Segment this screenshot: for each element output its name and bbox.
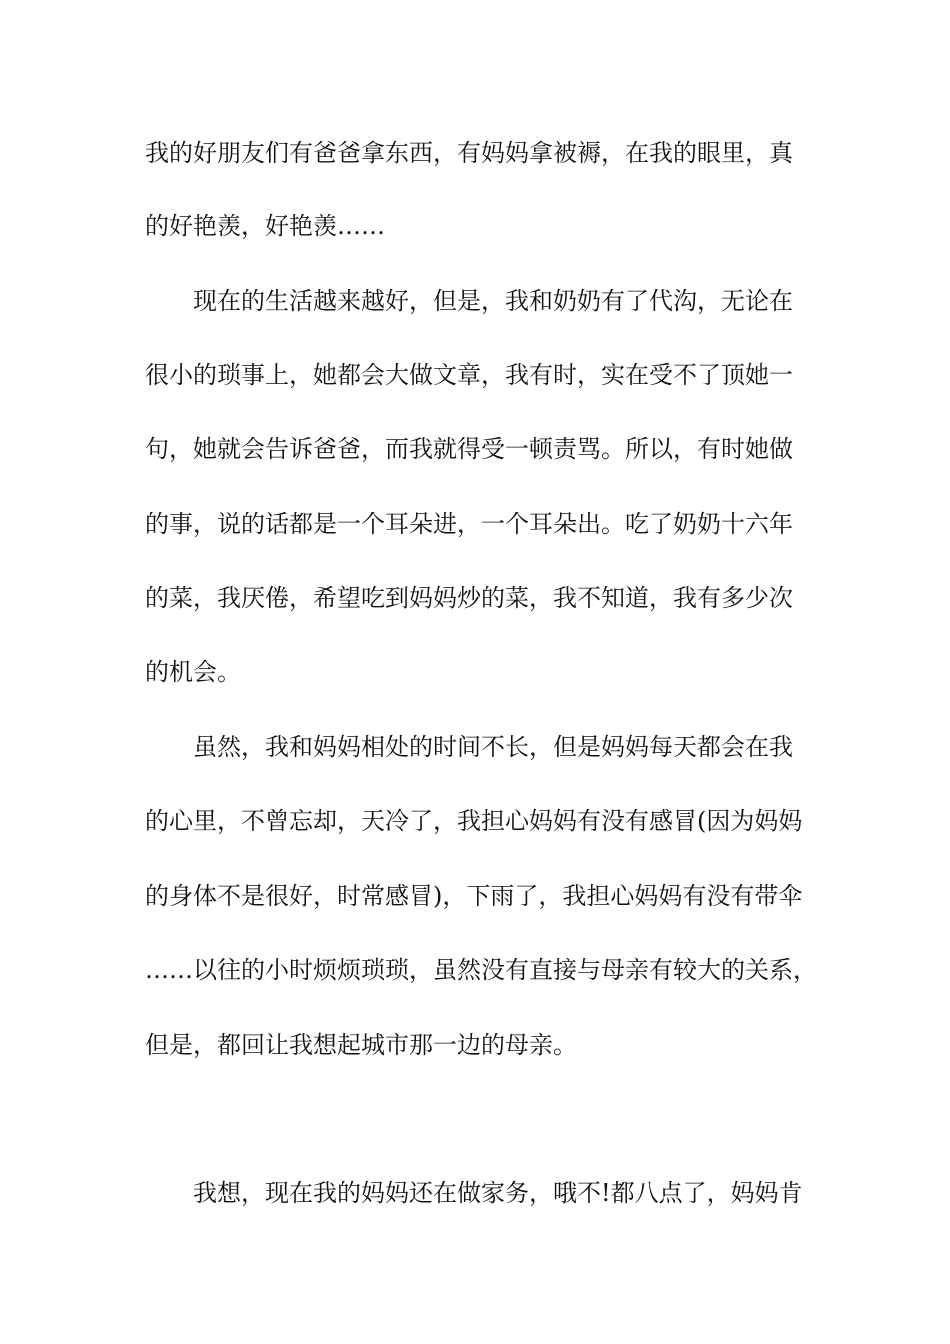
text-line: 的好艳羡，好艳羡…… bbox=[145, 212, 385, 240]
text-line: 很小的琐事上，她都会大做文章，我有时，实在受不了顶她一 bbox=[145, 361, 793, 389]
text-line: 但是，都回让我想起城市那一边的母亲。 bbox=[145, 1031, 577, 1059]
paragraph-start-line: 我想，现在我的妈妈还在做家务，哦不!都八点了，妈妈肯 bbox=[193, 1179, 803, 1207]
text-line: 句，她就会告诉爸爸，而我就得受一顿责骂。所以，有时她做 bbox=[145, 435, 793, 463]
text-line: 的机会。 bbox=[145, 658, 241, 686]
text-line: 的菜，我厌倦，希望吃到妈妈炒的菜，我不知道，我有多少次 bbox=[145, 584, 793, 612]
text-line: 的身体不是很好，时常感冒)，下雨了，我担心妈妈有没有带伞 bbox=[145, 882, 803, 910]
paragraph-start-line: 现在的生活越来越好，但是，我和奶奶有了代沟，无论在 bbox=[193, 287, 793, 315]
text-line: 的事，说的话都是一个耳朵进，一个耳朵出。吃了奶奶十六年 bbox=[145, 510, 793, 538]
text-line: ……以往的小时烦烦琐琐，虽然没有直接与母亲有较大的关系， bbox=[145, 956, 817, 984]
text-line: 的心里，不曾忘却，天冷了，我担心妈妈有没有感冒(因为妈妈 bbox=[145, 807, 803, 835]
paragraph-start-line: 虽然，我和妈妈相处的时间不长，但是妈妈每天都会在我 bbox=[193, 733, 793, 761]
text-line: 我的好朋友们有爸爸拿东西，有妈妈拿被褥，在我的眼里，真 bbox=[145, 139, 793, 167]
